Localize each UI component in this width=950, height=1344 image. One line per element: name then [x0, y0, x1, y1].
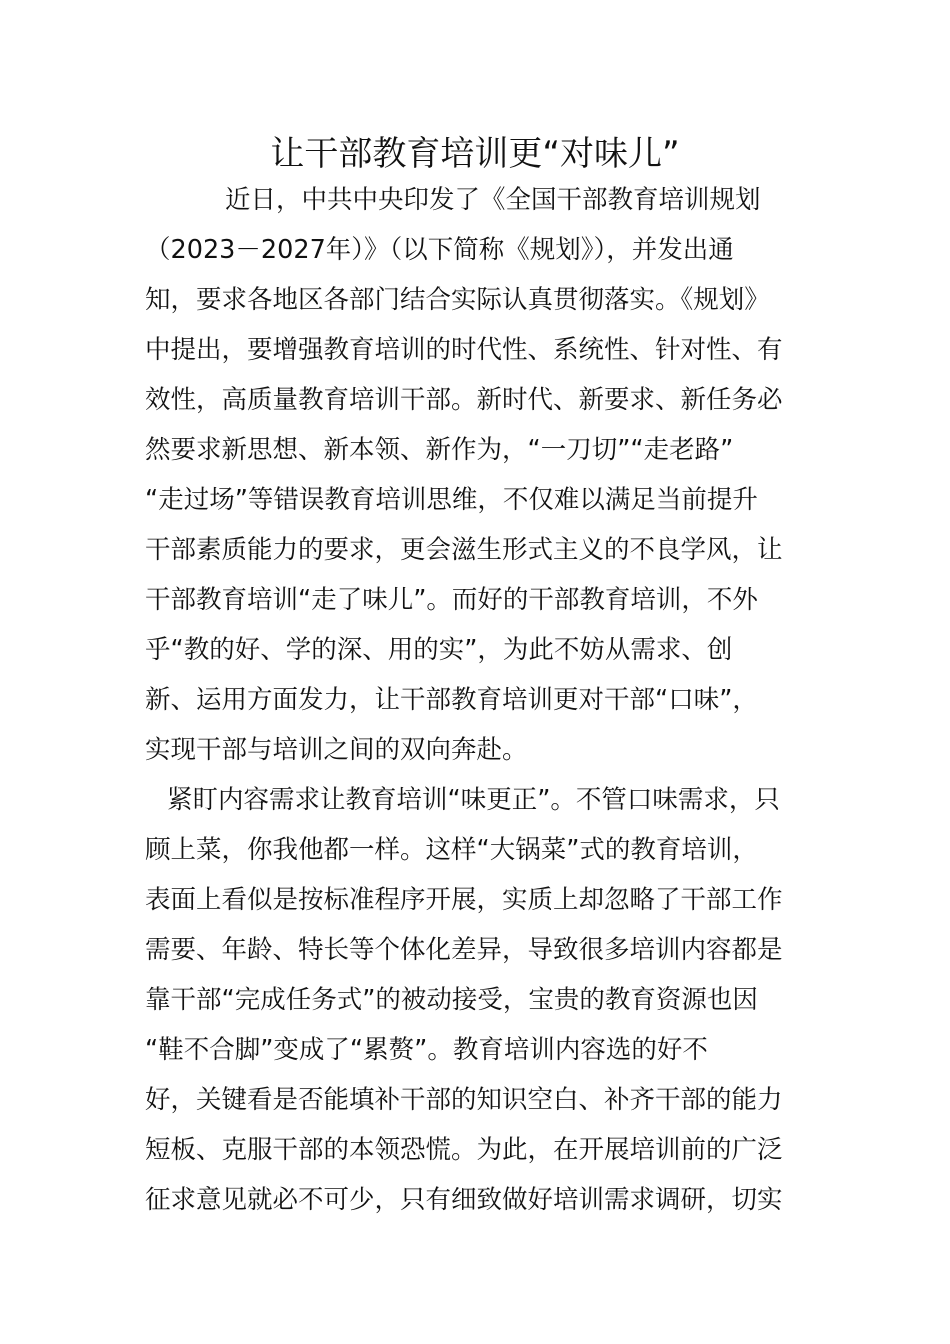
- body-line: 干部素质能力的要求，更会滋生形式主义的不良学风，让: [145, 535, 783, 565]
- body-line: 好，关键看是否能填补干部的知识空白、补齐干部的能力: [145, 1085, 783, 1115]
- body-line: 紧盯内容需求让教育培训“味更正”。不管口味需求，只: [167, 785, 780, 815]
- body-line: 征求意见就必不可少，只有细致做好培训需求调研，切实: [145, 1185, 783, 1215]
- body-line: 知，要求各地区各部门结合实际认真贯彻落实。《规划》: [145, 285, 770, 315]
- document-title: 让干部教育培训更“对味儿”: [270, 134, 680, 174]
- body-line: 短板、克服干部的本领恐慌。为此，在开展培训前的广泛: [145, 1135, 783, 1165]
- body-line: 实现干部与培训之间的双向奔赴。: [145, 735, 528, 765]
- body-line: 需要、年龄、特长等个体化差异，导致很多培训内容都是: [145, 935, 783, 965]
- body-line: （2023－2027年）》（以下简称《规划》），并发出通: [145, 235, 734, 265]
- body-line: 干部教育培训“走了味儿”。而好的干部教育培训，不外: [145, 585, 758, 615]
- body-line: 新、运用方面发力，让干部教育培训更对干部“口味”，: [145, 685, 758, 715]
- body-line: 靠干部“完成任务式”的被动接受，宝贵的教育资源也因: [145, 985, 758, 1015]
- document-body: [145, 175, 807, 1225]
- body-line: “鞋不合脚”变成了“累赘”。教育培训内容选的好不: [145, 1035, 708, 1065]
- body-line: 然要求新思想、新本领、新作为，“一刀切”“走老路”: [145, 435, 734, 465]
- body-line: 近日，中共中央印发了《全国干部教育培训规划: [225, 185, 761, 215]
- body-line: 顾上菜，你我他都一样。这样“大锅菜”式的教育培训，: [145, 835, 758, 865]
- body-line: “走过场”等错误教育培训思维，不仅难以满足当前提升: [145, 485, 758, 515]
- body-line: 表面上看似是按标准程序开展，实质上却忽略了干部工作: [145, 885, 783, 915]
- body-line: 效性，高质量教育培训干部。新时代、新要求、新任务必: [145, 385, 783, 415]
- body-line: 乎“教的好、学的深、用的实”，为此不妨从需求、创: [145, 635, 733, 665]
- body-line: 中提出，要增强教育培训的时代性、系统性、针对性、有: [145, 335, 783, 365]
